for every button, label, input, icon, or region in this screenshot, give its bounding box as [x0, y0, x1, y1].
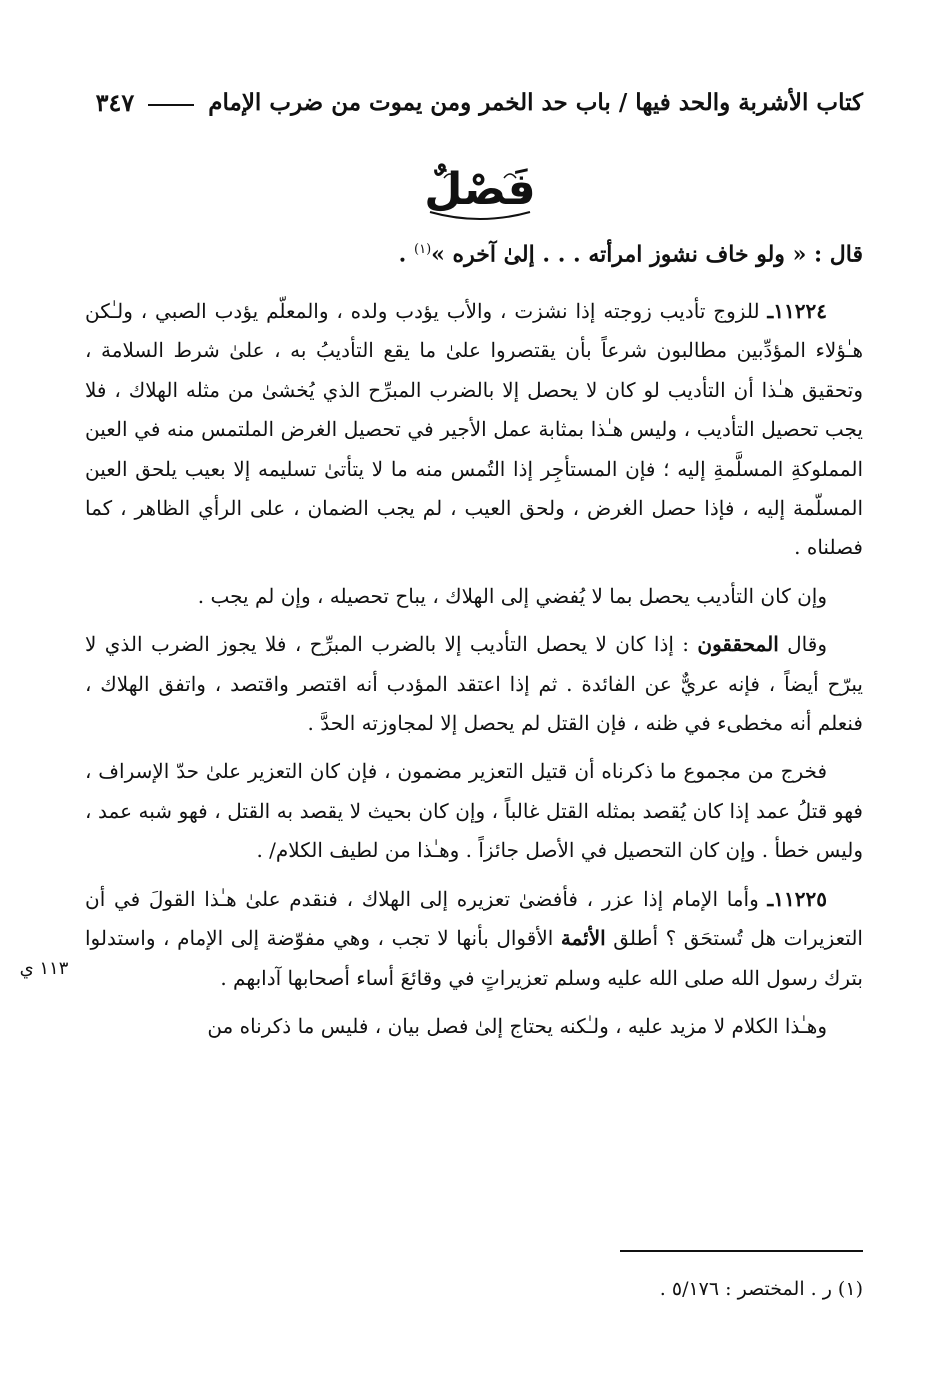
- header-title: كتاب الأشربة والحد فيها / باب حد الخمر ومن يموت من ضرب الإمام: [208, 88, 863, 116]
- quoted-statement: [330, 230, 863, 270]
- running-header: [90, 82, 863, 122]
- paragraph-number: ١١٢٢٥ـ: [767, 886, 827, 911]
- paragraph-lead: وأما الإمام إذا عزر ، فأفضىٰ تعزيره إلى الهلاك ، فنقدم علىٰ هـٰذا القولَ في أن التعزيرات هل تُستحَق ؟ أطلق: [85, 886, 863, 951]
- paragraph-text: فخرج من مجموع ما ذكرناه أن قتيل التعزير مضمون ، فإن كان التعزير علىٰ حدّ الإسراف ، فهو قتلُ عمد إذا كان يُقصد بمثله القتل غالباً ، وإن كان بحيث لا يقصد به القتل ، فهو شبه عمد ، وليس خطأ . وإن كان التحصيل في الأصل جائزاً . وهـٰذا من لطيف الكلام/ .: [85, 759, 863, 863]
- paragraph-11224: [85, 292, 863, 568]
- bold-term: المحققون: [697, 632, 779, 657]
- paragraph: [85, 1007, 863, 1046]
- ornament-flourish: [400, 160, 560, 226]
- paragraph-11225: [85, 880, 863, 998]
- footnote-separator: [620, 1250, 863, 1252]
- paragraph: [85, 625, 863, 743]
- footnote: (١) ر . المختصر : ٥/١٧٦ .: [659, 1278, 863, 1300]
- bold-term: الأئمة: [560, 926, 606, 951]
- paragraph-lead: وقال: [778, 632, 827, 657]
- paragraph-number: ١١٢٢٤ـ: [767, 299, 827, 323]
- paragraph-text: الأقوال بأنها لا تجب ، وهي مفوّضة إلى الإمام ، واستدلوا بترك رسول الله صلى الله عليه وسلم تعزيراتٍ في وقائعَ أساء أصحابها آدابهم .: [85, 926, 863, 990]
- header-rule: [148, 104, 194, 106]
- section-heading: فَصْلٌ: [424, 164, 536, 215]
- paragraph-text: وهـٰذا الكلام لا مزيد عليه ، ولـٰكنه يحتاج إلىٰ فصل بيان ، فليس ما ذكرناه من: [207, 1013, 827, 1038]
- paragraph: [85, 577, 863, 616]
- quote-footnote-ref: (١): [414, 242, 432, 257]
- quote-tail: .: [398, 241, 414, 268]
- section-ornament: [400, 160, 560, 226]
- paragraph-text: للزوج تأديب زوجته إذا نشزت ، والأب يؤدب ولده ، والمعلّم يؤدب الصبي ، ولـٰكن هـٰؤلاء المؤدِّبين مطالبون شرعاً بأن يقتصروا علىٰ ما يقع التأديبُ به ، علىٰ شرط السلامة ، وتحقيق هـٰذا أن التأديب لو كان لا يحصل إلا بالضرب المبرِّح الذي يُخشىٰ من مثله الهلاك ، فلا يجب تحصيل التأديب ، وليس هـٰذا بمثابة عمل الأجير في تحصيل الغرض الملتمس منه في العين المملوكةِ المسلَّمةِ إليه ؛ فإن المستأجِر إذا التُمس منه ما لا يتأتىٰ تسليمه إلا بعيب يلحق العين المسلّمة إليه ، فإذا حصل الغرض ، ولحق العيب ، لم يجب الضمان ، على الرأي الظاهر ، كما فصلناه .: [85, 299, 864, 560]
- paragraph-text: وإن كان التأديب يحصل بما لا يُفضي إلى الهلاك ، يباح تحصيله ، وإن لم يجب .: [197, 583, 827, 608]
- paragraph-text: : إذا كان لا يحصل التأديب إلا بالضرب المبرِّح ، فلا يجوز الضرب الذي لا يبرّح أيضاً ، فإنه عريٌّ عن الفائدة . ثم إذا اعتقد المؤدب أنه اقتصر واقتصد ، واتفق الهلاك ، فنعلم أنه مخطىء في ظنه ، فإن القتل لم يحصل إلا لمجاوزته الحدَّ .: [85, 632, 863, 736]
- page-number: ٣٤٧: [95, 87, 135, 117]
- manuscript-folio-note: ١١٣ ي: [19, 958, 69, 979]
- main-text: [85, 292, 863, 1055]
- quote-text: قال : « ولو خاف نشوز امرأته . . . إلىٰ آخره »: [431, 241, 863, 268]
- paragraph: [85, 752, 863, 870]
